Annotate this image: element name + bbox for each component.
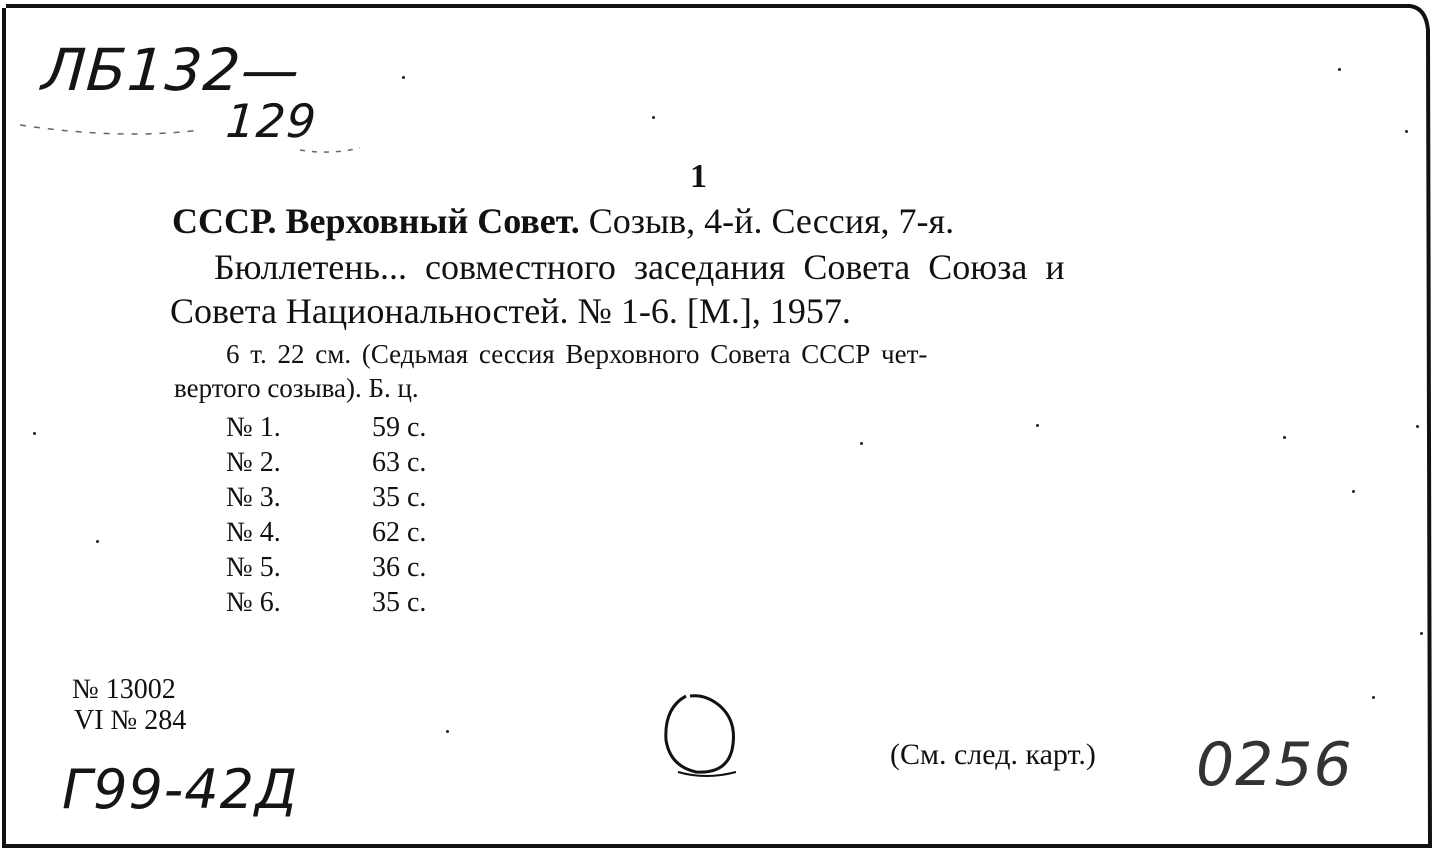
issue-pages: 59 с. — [372, 412, 427, 443]
card-number: 1 — [690, 158, 707, 195]
description-line-1: 6 т. 22 см. (Седьмая сессия Верховного Совета СССР чет- — [226, 339, 928, 369]
issue-row — [226, 480, 426, 515]
issue-row — [226, 515, 426, 550]
handwritten-code-right: 0256 — [1196, 730, 1353, 800]
issue-number: № 1. — [226, 412, 281, 443]
issue-list — [226, 410, 426, 620]
issue-row — [226, 410, 426, 445]
heading-author: СССР. Верховный Совет. — [172, 201, 580, 241]
speck — [860, 442, 863, 445]
issue-number: № 2. — [226, 447, 281, 478]
speck — [1405, 130, 1408, 133]
handwritten-shelf-mark: ЛБ132— — [39, 36, 303, 104]
issue-pages: 36 с. — [372, 552, 427, 583]
issue-number: № 4. — [226, 517, 281, 548]
speck — [33, 432, 36, 435]
speck — [1338, 68, 1341, 71]
issue-pages: 35 с. — [372, 587, 427, 618]
issue-row — [226, 445, 426, 480]
issue-number: № 3. — [226, 482, 281, 513]
issue-pages: 35 с. — [372, 482, 427, 513]
speck — [1036, 424, 1039, 427]
heading-line — [172, 200, 954, 242]
issue-pages: 63 с. — [372, 447, 427, 478]
description-line-2: вертого созыва). Б. ц. — [174, 373, 419, 403]
speck — [1372, 696, 1375, 699]
title-line-2: Совета Национальностей. № 1-6. [М.], 1957. — [170, 291, 851, 331]
speck — [96, 540, 99, 543]
speck — [1352, 490, 1355, 493]
speck — [1283, 436, 1286, 439]
speck — [402, 76, 405, 79]
inventory-number: № 13002 — [72, 674, 176, 705]
handwritten-shelf-fraction: 129 — [224, 94, 319, 148]
speck — [652, 116, 655, 119]
title-line-1: Бюллетень... совместного заседания Совета Союза и — [214, 247, 1065, 287]
issue-pages: 62 с. — [372, 517, 427, 548]
issue-row — [226, 550, 426, 585]
issue-row — [226, 585, 426, 620]
continuation-note: (См. след. карт.) — [890, 738, 1096, 771]
speck — [446, 730, 449, 733]
circle-stamp-mark — [656, 688, 746, 780]
heading-session: Созыв, 4-й. Сессия, 7-я. — [579, 201, 955, 241]
issue-number: № 6. — [226, 587, 281, 618]
speck — [1416, 425, 1419, 428]
issue-number: № 5. — [226, 552, 281, 583]
series-number: VI № 284 — [74, 705, 187, 736]
handwritten-code-bottom: Г99-42Д — [62, 758, 299, 821]
speck — [1420, 632, 1423, 635]
